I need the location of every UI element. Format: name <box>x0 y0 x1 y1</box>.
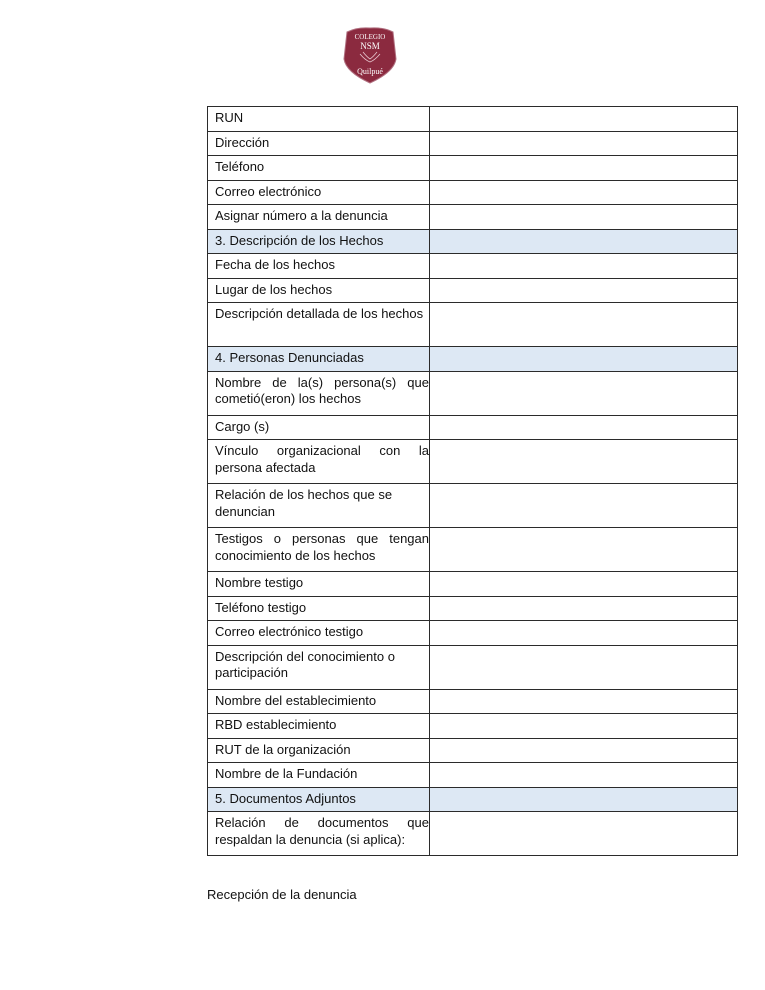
field-label: Teléfono <box>208 156 430 181</box>
field-value[interactable] <box>430 440 738 484</box>
field-label: Correo electrónico testigo <box>208 621 430 646</box>
field-value[interactable] <box>430 714 738 739</box>
field-value[interactable] <box>430 303 738 347</box>
field-label: Relación de los hechos que se denuncian <box>208 484 430 528</box>
field-value[interactable] <box>430 205 738 230</box>
section-title: 5. Documentos Adjuntos <box>208 787 430 812</box>
logo-text-quilpue: Quilpué <box>357 67 383 76</box>
field-label: Teléfono testigo <box>208 596 430 621</box>
shield-icon <box>343 26 397 84</box>
school-logo <box>343 26 397 84</box>
form-row <box>208 278 738 303</box>
field-value[interactable] <box>430 131 738 156</box>
form-row <box>208 180 738 205</box>
logo-text-colegio: COLEGIO <box>354 33 386 41</box>
form-row <box>208 440 738 484</box>
field-value[interactable] <box>430 528 738 572</box>
field-label: Nombre de la Fundación <box>208 763 430 788</box>
field-label: Descripción del conocimiento o participación <box>208 645 430 689</box>
complaint-form-table <box>207 106 738 856</box>
form-row <box>208 107 738 132</box>
field-label: Vínculo organizacional con la persona afectada <box>208 440 430 484</box>
field-value[interactable] <box>430 254 738 279</box>
field-label: Fecha de los hechos <box>208 254 430 279</box>
form-row <box>208 714 738 739</box>
section-title: 4. Personas Denunciadas <box>208 347 430 372</box>
field-label: Asignar número a la denuncia <box>208 205 430 230</box>
field-value[interactable] <box>430 371 738 415</box>
section-fill <box>430 347 738 372</box>
field-value[interactable] <box>430 763 738 788</box>
form-row <box>208 484 738 528</box>
field-value[interactable] <box>430 180 738 205</box>
field-label: RUT de la organización <box>208 738 430 763</box>
field-value[interactable] <box>430 596 738 621</box>
form-row <box>208 528 738 572</box>
field-value[interactable] <box>430 107 738 132</box>
section-header-row <box>208 347 738 372</box>
field-label: Lugar de los hechos <box>208 278 430 303</box>
form-row <box>208 763 738 788</box>
logo-text-nsm: NSM <box>360 41 380 51</box>
field-label: Nombre testigo <box>208 572 430 597</box>
form-row <box>208 689 738 714</box>
form-row <box>208 254 738 279</box>
field-label: Relación de documentos que respaldan la denuncia (si aplica): <box>208 812 430 856</box>
form-row <box>208 572 738 597</box>
form-row <box>208 131 738 156</box>
section-title: 3. Descripción de los Hechos <box>208 229 430 254</box>
field-value[interactable] <box>430 812 738 856</box>
reception-label: Recepción de la denuncia <box>207 887 357 902</box>
field-label: Nombre del establecimiento <box>208 689 430 714</box>
field-value[interactable] <box>430 621 738 646</box>
form-row <box>208 156 738 181</box>
field-label: RUN <box>208 107 430 132</box>
field-label: Descripción detallada de los hechos <box>208 303 430 347</box>
field-value[interactable] <box>430 738 738 763</box>
field-value[interactable] <box>430 415 738 440</box>
field-value[interactable] <box>430 484 738 528</box>
field-value[interactable] <box>430 645 738 689</box>
form-row <box>208 205 738 230</box>
form-row <box>208 738 738 763</box>
form-row <box>208 645 738 689</box>
form-row <box>208 596 738 621</box>
field-label: Cargo (s) <box>208 415 430 440</box>
form-row <box>208 621 738 646</box>
section-fill <box>430 787 738 812</box>
section-header-row <box>208 787 738 812</box>
field-value[interactable] <box>430 278 738 303</box>
field-label: Dirección <box>208 131 430 156</box>
field-label: Correo electrónico <box>208 180 430 205</box>
form-row <box>208 303 738 347</box>
field-label: Nombre de la(s) persona(s) que cometió(eron) los hechos <box>208 371 430 415</box>
field-value[interactable] <box>430 572 738 597</box>
form-row <box>208 415 738 440</box>
section-header-row <box>208 229 738 254</box>
form-row <box>208 812 738 856</box>
section-fill <box>430 229 738 254</box>
field-label: Testigos o personas que tengan conocimiento de los hechos <box>208 528 430 572</box>
field-value[interactable] <box>430 156 738 181</box>
field-value[interactable] <box>430 689 738 714</box>
field-label: RBD establecimiento <box>208 714 430 739</box>
form-row <box>208 371 738 415</box>
